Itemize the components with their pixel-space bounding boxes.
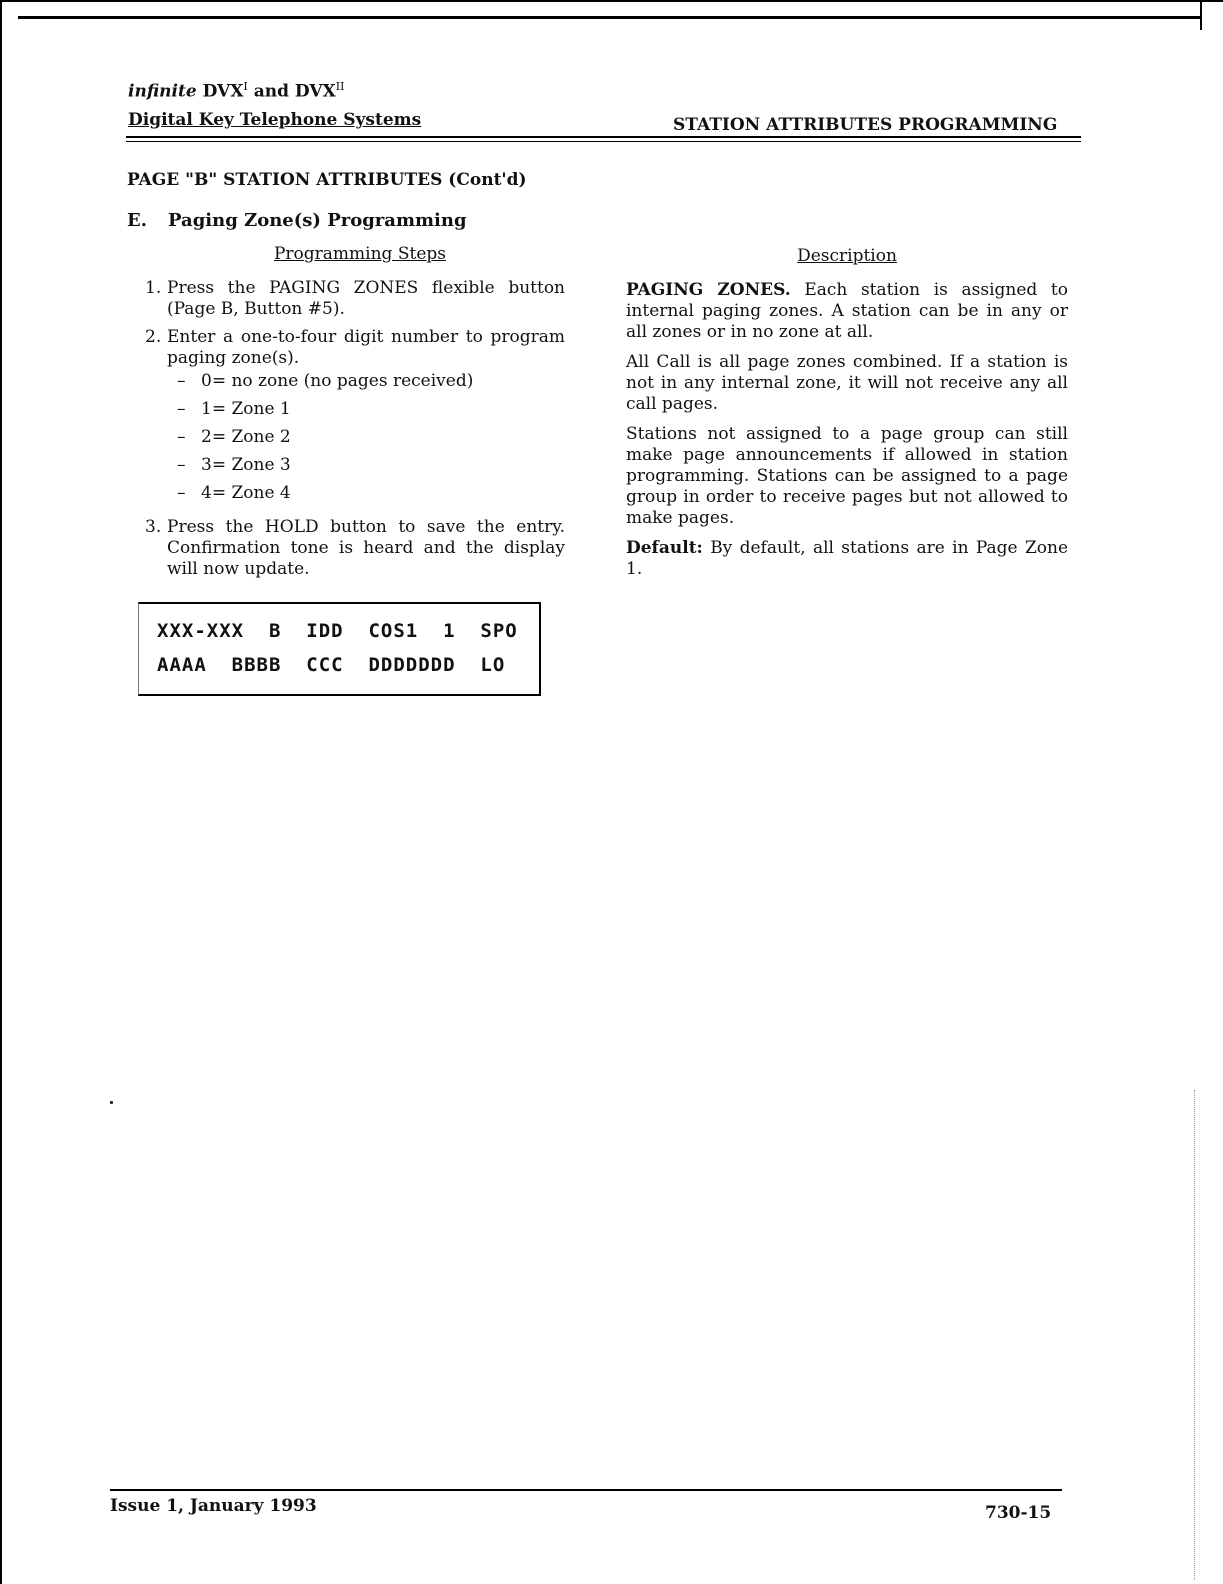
lcd-line-1: XXX-XXX B IDD COS1 1 SPO bbox=[157, 620, 518, 642]
description-title: Description bbox=[797, 246, 897, 266]
product-and-dvx2: and DVX bbox=[253, 81, 336, 102]
description-column bbox=[626, 246, 1068, 589]
step-item bbox=[145, 517, 565, 580]
zone-list bbox=[167, 370, 565, 510]
subsection-heading bbox=[127, 210, 467, 231]
issue-date: Issue 1, January 1993 bbox=[110, 1496, 317, 1516]
section-title: STATION ATTRIBUTES PROGRAMMING bbox=[673, 115, 1058, 135]
step-number: 1. bbox=[145, 278, 162, 298]
step-item bbox=[145, 327, 565, 510]
default-label: Default: bbox=[626, 538, 703, 558]
top-rule bbox=[18, 16, 1202, 19]
description-paragraph: All Call is all page zones combined. If a station is not in any internal zone, it will not receive any all call pages. bbox=[626, 352, 1068, 414]
subsection-title: Paging Zone(s) Programming bbox=[168, 210, 467, 231]
step-item bbox=[145, 278, 565, 320]
scan-border-left bbox=[0, 0, 2, 1584]
scan-border-top bbox=[0, 0, 1223, 2]
step-text: Enter a one-to-four digit number to program paging zone(s). bbox=[167, 327, 565, 368]
product-subtitle: Digital Key Telephone Systems bbox=[128, 110, 422, 130]
description-paragraph: Default: By default, all stations are in Page Zone 1. bbox=[626, 538, 1069, 579]
programming-steps-title: Programming Steps bbox=[273, 244, 446, 264]
product-dvx1: DVX bbox=[202, 81, 244, 102]
step-text: Press the HOLD button to save the entry. Confirmation tone is heard and the display will now update. bbox=[167, 517, 565, 579]
steps-list bbox=[145, 278, 565, 580]
page-number: 730-15 bbox=[985, 1503, 1052, 1523]
programming-steps-column bbox=[145, 244, 565, 587]
zone-item: – 4= Zone 4 bbox=[177, 483, 291, 503]
product-brand: infinite bbox=[128, 81, 197, 102]
footer-rule bbox=[110, 1489, 1062, 1491]
scan-border-right bbox=[1200, 0, 1202, 30]
description-paragraph: PAGING ZONES. Each station is assigned to internal paging zones. A station can be in any or all zones or in no zone at all. bbox=[626, 280, 1068, 342]
zone-item: – 2= Zone 2 bbox=[177, 427, 291, 447]
lcd-display bbox=[138, 602, 541, 696]
zone-item: – 3= Zone 3 bbox=[177, 455, 291, 475]
subsection-letter: E. bbox=[127, 210, 147, 231]
header-rule bbox=[126, 136, 1081, 138]
scan-edge bbox=[1194, 1090, 1196, 1580]
product-sup2: II bbox=[335, 80, 345, 93]
lcd-line-2: AAAA BBBB CCC DDDDDDD LO bbox=[157, 654, 506, 676]
step-text: Press the PAGING ZONES flexible button (Page B, Button #5). bbox=[167, 278, 565, 319]
product-title bbox=[128, 80, 344, 102]
paging-zones-label: PAGING ZONES. bbox=[626, 280, 791, 300]
step-number: 2. bbox=[145, 327, 162, 347]
page-heading: PAGE "B" STATION ATTRIBUTES (Cont'd) bbox=[127, 170, 527, 190]
description-paragraph: Stations not assigned to a page group can still make page announcements if allowed in station programming. Stations can be assigned to a page group in order to receive pages but not allowed to make pages. bbox=[626, 424, 1068, 528]
zone-item: – 1= Zone 1 bbox=[177, 399, 291, 419]
product-sup1: I bbox=[243, 80, 248, 93]
scan-speck bbox=[110, 1101, 113, 1104]
header-rule-thin bbox=[126, 141, 1081, 142]
zone-item: – 0= no zone (no pages received) bbox=[177, 371, 474, 391]
step-number: 3. bbox=[145, 517, 162, 537]
